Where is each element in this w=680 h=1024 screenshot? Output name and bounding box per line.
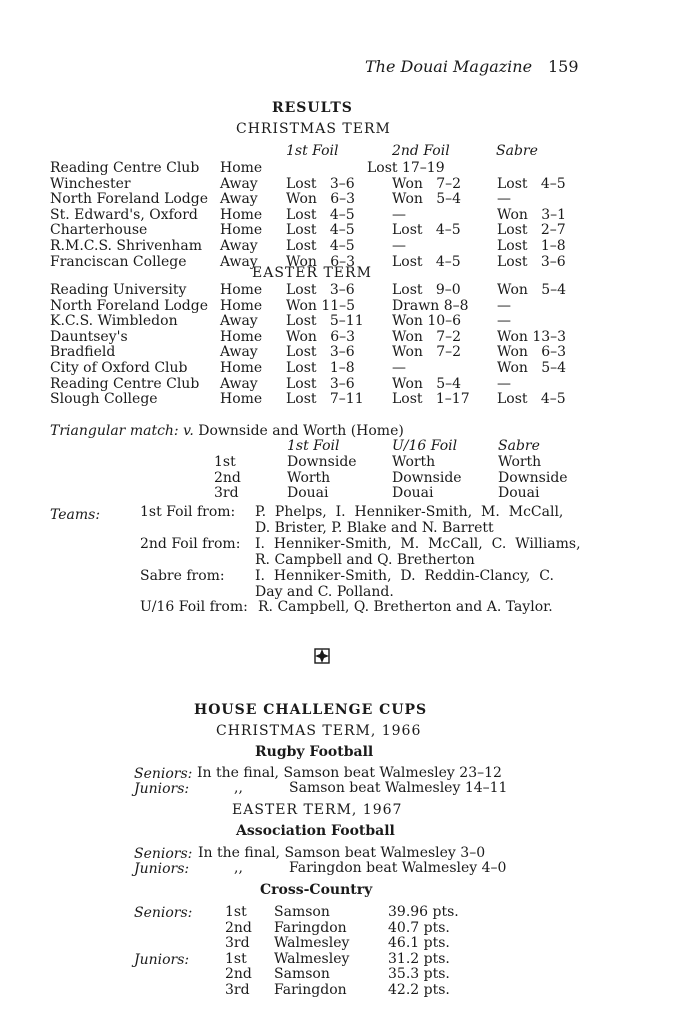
opponent-name: Bradfield (50, 344, 116, 361)
result-row (0, 192, 680, 208)
foil1-result: Won 6–3 (286, 328, 356, 345)
points: 40.7 pts. (388, 919, 450, 936)
opponent-name: Franciscan College (50, 253, 187, 270)
place: 2nd (225, 919, 252, 936)
easter-term-heading: EASTER TERM (252, 265, 372, 281)
venue: Home (220, 222, 263, 239)
venue: Home (220, 160, 263, 176)
rugby-seniors-text: In the final, Samson beat Walmesley 23–12 (197, 765, 502, 781)
triangular-text: Downside and Worth (Home) (198, 423, 404, 439)
house-name: Walmesley (274, 935, 350, 952)
foil1-result: Lost 3–6 (286, 175, 355, 192)
house-name: Walmesley (274, 950, 350, 967)
venue: Away (220, 253, 258, 270)
assoc-seniors-label: Seniors: (134, 846, 193, 862)
col-header-2nd-foil: 2nd Foil (392, 143, 450, 159)
association-heading: Association Football (236, 823, 395, 839)
rugby-juniors-text: Samson beat Walmesley 14–11 (289, 780, 508, 796)
opponent-name: Slough College (50, 391, 158, 408)
foil2-result: Drawn 8–8 (392, 297, 469, 314)
foil2-result: Lost 1–17 (392, 391, 470, 408)
u16-team: Douai (392, 485, 434, 501)
place: 3rd (214, 485, 239, 501)
results-heading: RESULTS (272, 100, 353, 116)
sabre-result: — (497, 297, 511, 314)
triangular-row (0, 486, 680, 502)
team-line (0, 521, 680, 537)
cross-country-row (0, 952, 680, 968)
teams-label: Teams: (50, 507, 101, 523)
house-name: Faringdon (274, 919, 347, 936)
foil2-result: — (392, 238, 406, 254)
sabre-result: — (497, 191, 511, 208)
opponent-name: Winchester (50, 175, 131, 192)
foil2-result: Lost 4–5 (392, 222, 461, 239)
points: 39.96 pts. (388, 904, 459, 920)
tri-col-u16-foil: U/16 Foil (392, 438, 458, 454)
team-category: 1st Foil from: (140, 504, 236, 520)
foil1-team: Downside (287, 454, 357, 470)
house-name: Faringdon (274, 982, 347, 998)
team-line (0, 569, 680, 585)
team-members: P. Phelps, I. Henniker-Smith, M. McCall, (255, 504, 564, 520)
foil1-result: Lost 4–5 (286, 238, 355, 254)
foil1-result: Lost 1–8 (286, 360, 355, 376)
opponent-name: North Foreland Lodge (50, 297, 209, 314)
foil2-result: Lost 9–0 (392, 282, 461, 298)
points: 35.3 pts. (388, 966, 450, 983)
venue: Home (220, 328, 263, 345)
cross-country-row (0, 921, 680, 937)
house-cups-heading: HOUSE CHALLENGE CUPS (194, 702, 428, 718)
sabre-result: Won 5–4 (497, 360, 567, 376)
opponent-name: St. Edward's, Oxford (50, 206, 198, 223)
venue: Away (220, 344, 258, 361)
sabre-result: — (497, 313, 511, 330)
foil1-result: Lost 3–6 (286, 282, 355, 298)
assoc-seniors-text: In the final, Samson beat Walmesley 3–0 (198, 845, 486, 861)
team-line (0, 553, 680, 569)
result-row (0, 208, 680, 224)
team-line (0, 600, 680, 616)
triangular-v: v. (183, 423, 194, 439)
team-category: U/16 Foil from: (140, 599, 248, 616)
result-row (0, 161, 680, 177)
venue: Home (220, 360, 263, 376)
cross-ornament-icon (314, 648, 330, 664)
foil2-result: Lost 4–5 (392, 253, 461, 270)
place: 3rd (225, 935, 250, 952)
foil1-team: Worth (287, 469, 331, 486)
place: 2nd (214, 469, 241, 486)
team-line (0, 585, 680, 601)
opponent-name: Reading Centre Club (50, 160, 200, 176)
opponent-name: K.C.S. Wimbledon (50, 313, 178, 330)
opponent-name: Reading University (50, 282, 187, 298)
sabre-result: Won 5–4 (497, 282, 567, 298)
place: 3rd (225, 982, 250, 998)
venue: Home (220, 391, 263, 408)
venue: Home (220, 282, 263, 298)
foil2-result: — (392, 360, 406, 376)
sabre-result: Lost 3–6 (497, 253, 566, 270)
team-line (0, 537, 680, 553)
magazine-title: The Douai Magazine (365, 57, 533, 76)
rugby-heading: Rugby Football (255, 744, 374, 760)
u16-team: Downside (392, 469, 462, 486)
col-header-1st-foil: 1st Foil (286, 143, 339, 159)
points: 31.2 pts. (388, 950, 450, 967)
result-row (0, 177, 680, 193)
foil2-result: Won 7–2 (392, 175, 462, 192)
venue: Away (220, 375, 258, 392)
sabre-result: Lost 2–7 (497, 222, 566, 239)
result-row (0, 299, 680, 315)
opponent-name: Charterhouse (50, 222, 148, 239)
assoc-juniors-text: Faringdon beat Walmesley 4–0 (289, 860, 507, 876)
team-members: D. Brister, P. Blake and N. Barrett (255, 519, 494, 536)
foil1-result: Won 6–3 (286, 191, 356, 208)
foil1-result: Won 6–3 (286, 253, 356, 270)
opponent-name: North Foreland Lodge (50, 191, 209, 208)
points: 46.1 pts. (388, 935, 450, 952)
christmas-term-heading: CHRISTMAS TERM (236, 121, 391, 137)
opponent-name: Dauntsey's (50, 328, 128, 345)
cross-country-row (0, 983, 680, 999)
cross-seniors-label: Seniors: (134, 905, 193, 921)
foil1-team: Douai (287, 485, 329, 501)
place: 1st (225, 950, 247, 967)
team-line (0, 505, 680, 521)
house-easter-term: EASTER TERM, 1967 (232, 802, 403, 818)
team-members: I. Henniker-Smith, M. McCall, C. Williams, (255, 535, 581, 552)
foil1-result: Lost 3–6 (286, 344, 355, 361)
opponent-name: Reading Centre Club (50, 375, 200, 392)
foil1-result: Lost 4–5 (286, 222, 355, 239)
foil2-result: Won 7–2 (392, 344, 462, 361)
house-name: Samson (274, 966, 330, 983)
sabre-result: — (497, 375, 511, 392)
combined-result: Lost 17–19 (367, 160, 445, 176)
foil1-result: Lost 3–6 (286, 375, 355, 392)
cross-country-heading: Cross-Country (260, 882, 373, 898)
foil1-result: Won 11–5 (286, 297, 356, 314)
team-members: Day and C. Polland. (255, 583, 394, 600)
sabre-result: Lost 1–8 (497, 238, 566, 254)
venue: Away (220, 175, 258, 192)
sabre-result: Won 3–1 (497, 206, 567, 223)
sabre-result: Won 13–3 (497, 328, 567, 345)
place: 1st (225, 904, 247, 920)
result-row (0, 330, 680, 346)
tri-col-1st-foil: 1st Foil (287, 438, 340, 454)
venue: Home (220, 206, 263, 223)
team-members: I. Henniker-Smith, D. Reddin-Clancy, C. (255, 567, 554, 584)
result-row (0, 314, 680, 330)
foil2-result: Won 5–4 (392, 191, 462, 208)
team-category: Sabre from: (140, 567, 225, 584)
venue: Away (220, 238, 258, 254)
foil2-result: Won 7–2 (392, 328, 462, 345)
result-row (0, 283, 680, 299)
team-category: 2nd Foil from: (140, 535, 241, 552)
sabre-result: Won 6–3 (497, 344, 567, 361)
result-row (0, 361, 680, 377)
rugby-seniors-label: Seniors: (134, 766, 193, 782)
foil1-result: Lost 5–11 (286, 313, 364, 330)
cross-juniors-label: Juniors: (134, 952, 190, 968)
triangular-line (50, 424, 404, 438)
foil2-result: — (392, 206, 406, 223)
points: 42.2 pts. (388, 982, 450, 998)
sabre-result: Lost 4–5 (497, 175, 566, 192)
sabre-team: Douai (498, 485, 540, 501)
cross-country-row (0, 905, 680, 921)
sabre-team: Downside (498, 469, 568, 486)
house-name: Samson (274, 904, 330, 920)
result-row (0, 223, 680, 239)
venue: Home (220, 297, 263, 314)
place: 1st (214, 454, 236, 470)
opponent-name: City of Oxford Club (50, 360, 188, 376)
team-members: R. Campbell and Q. Bretherton (255, 551, 475, 568)
foil1-result: Lost 4–5 (286, 206, 355, 223)
rugby-juniors-ditto: ,, (234, 780, 243, 796)
cross-country-row (0, 967, 680, 983)
rugby-juniors-label: Juniors: (134, 781, 190, 797)
result-row (0, 377, 680, 393)
house-christmas-term: CHRISTMAS TERM, 1966 (216, 723, 422, 739)
venue: Away (220, 313, 258, 330)
sabre-team: Worth (498, 454, 542, 470)
result-row (0, 239, 680, 255)
assoc-juniors-ditto: ,, (234, 860, 243, 876)
place: 2nd (225, 966, 252, 983)
foil1-result: Lost 7–11 (286, 391, 364, 408)
tri-col-sabre: Sabre (498, 438, 540, 454)
triangular-label: Triangular match: (50, 423, 179, 439)
col-header-sabre: Sabre (496, 143, 538, 159)
triangular-row (0, 471, 680, 487)
assoc-juniors-label: Juniors: (134, 861, 190, 877)
foil2-result: Won 5–4 (392, 375, 462, 392)
cross-country-row (0, 936, 680, 952)
result-row (0, 392, 680, 408)
triangular-row (0, 455, 680, 471)
opponent-name: R.M.C.S. Shrivenham (50, 238, 203, 254)
venue: Away (220, 191, 258, 208)
foil2-result: Won 10–6 (392, 313, 462, 330)
result-row (0, 345, 680, 361)
team-members: R. Campbell, Q. Bretherton and A. Taylor. (258, 599, 553, 616)
sabre-result: Lost 4–5 (497, 391, 566, 408)
u16-team: Worth (392, 454, 436, 470)
page-number: 159 (548, 57, 579, 76)
